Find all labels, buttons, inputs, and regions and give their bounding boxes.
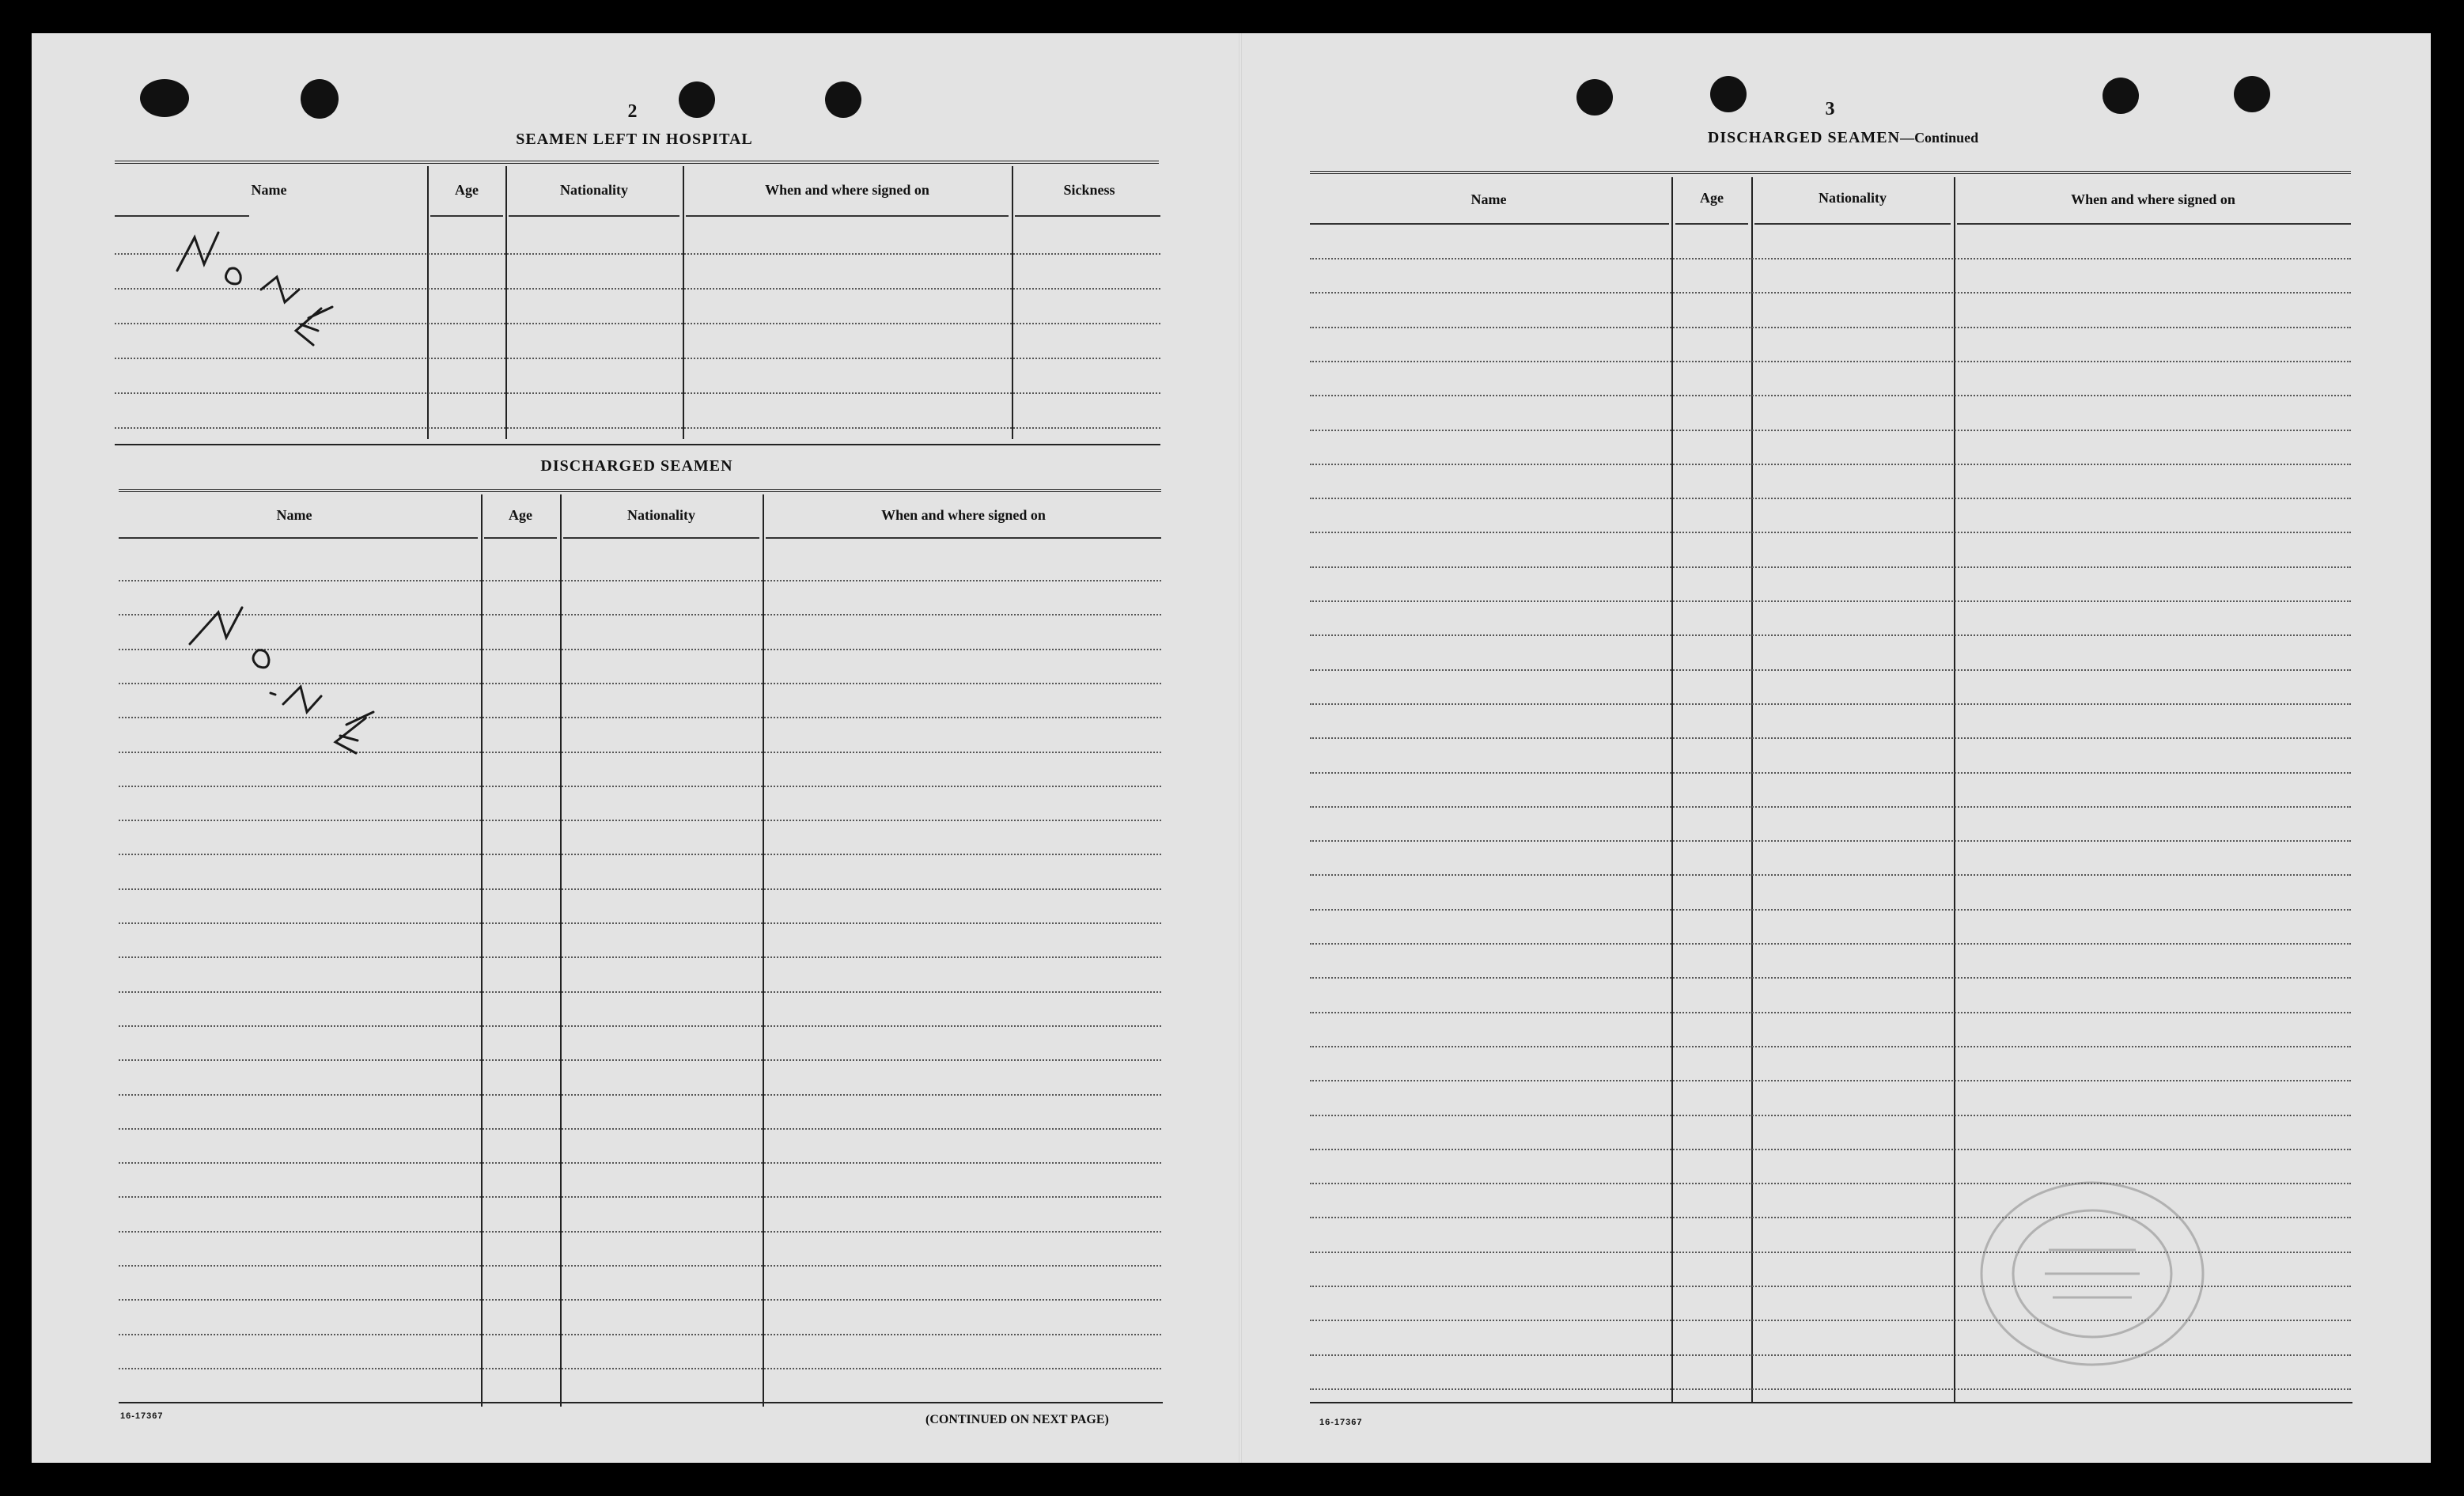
ruled-line — [1310, 600, 2351, 602]
right-section-title-suffix: —Continued — [1900, 130, 1979, 146]
handwritten-none-hospital — [166, 229, 340, 364]
ruled-line — [1310, 977, 2351, 979]
page-number-right: 3 — [1825, 99, 1836, 119]
ruled-line — [1310, 1046, 2351, 1047]
ruled-line — [1310, 1388, 2351, 1390]
column-divider — [427, 166, 429, 439]
ruled-line — [119, 1334, 1161, 1335]
ruled-line — [119, 1299, 1161, 1301]
ruled-line — [1310, 806, 2351, 808]
punch-hole — [825, 81, 861, 118]
page-number-left: 2 — [627, 101, 638, 122]
hospital-bottom-rule — [115, 444, 1160, 445]
form-number-right: 16-17367 — [1319, 1418, 1363, 1427]
right-bottom-rule — [1310, 1402, 2352, 1403]
ruled-line — [119, 1265, 1161, 1267]
ruled-line — [119, 820, 1161, 821]
ruled-line — [1310, 772, 2351, 774]
header-underline — [563, 537, 759, 539]
header-underline — [1957, 223, 2351, 225]
punch-hole — [1710, 76, 1747, 112]
ruled-line — [119, 854, 1161, 855]
ruled-line — [1310, 1012, 2351, 1013]
column-header-nationality: Nationality — [559, 182, 629, 198]
column-divider — [1012, 166, 1013, 439]
faint-stamp — [1962, 1163, 2223, 1384]
ruled-line — [1310, 395, 2351, 396]
discharged-section-title: DISCHARGED SEAMEN — [540, 457, 733, 475]
header-underline — [1675, 223, 1748, 225]
ruled-line — [1310, 258, 2351, 259]
column-header-nationality: Nationality — [626, 507, 696, 523]
ruled-line — [1310, 292, 2351, 294]
ruled-line — [1310, 874, 2351, 876]
column-divider — [481, 494, 483, 1407]
ruled-line — [1310, 361, 2351, 362]
ruled-line — [1310, 737, 2351, 739]
header-underline — [1310, 223, 1669, 225]
punch-hole — [2103, 78, 2139, 114]
column-header-when-where: When and where signed on — [765, 182, 929, 198]
ruled-line — [1310, 1149, 2351, 1150]
ruled-line — [119, 1231, 1161, 1233]
ruled-line — [119, 888, 1161, 890]
punch-hole — [679, 81, 715, 118]
column-header-sickness: Sickness — [1063, 182, 1115, 198]
header-underline — [430, 215, 503, 217]
ruled-line — [119, 922, 1161, 924]
discharged-top-rule — [119, 489, 1161, 492]
column-divider — [560, 494, 562, 1407]
column-header-name: Name — [276, 507, 312, 523]
ruled-line — [115, 392, 1160, 394]
header-underline — [484, 537, 557, 539]
ruled-line — [119, 1196, 1161, 1198]
ruled-line — [1310, 464, 2351, 465]
ruled-line — [1310, 327, 2351, 328]
column-header-age: Age — [455, 182, 479, 198]
punch-hole — [2234, 76, 2270, 112]
column-header-nationality: Nationality — [1818, 190, 1887, 206]
right-top-rule — [1310, 171, 2351, 174]
column-header-age: Age — [509, 507, 532, 523]
ruled-line — [119, 1025, 1161, 1027]
ruled-line — [119, 956, 1161, 958]
left-bottom-rule — [119, 1402, 1163, 1403]
column-header-name: Name — [1470, 191, 1507, 207]
column-divider — [683, 166, 684, 439]
column-header-when-where: When and where signed on — [2071, 191, 2235, 207]
ruled-line — [119, 1059, 1161, 1061]
page-fold — [1239, 33, 1242, 1463]
continued-note: (CONTINUED ON NEXT PAGE) — [925, 1413, 1109, 1426]
right-section-title-main: DISCHARGED SEAMEN — [1707, 129, 1901, 146]
right-section-title — [1708, 129, 1978, 147]
header-underline — [686, 215, 1009, 217]
ruled-line — [119, 991, 1161, 993]
ruled-line — [119, 1094, 1161, 1096]
header-underline — [1015, 215, 1160, 217]
ruled-line — [1310, 1115, 2351, 1116]
column-header-age: Age — [1700, 190, 1724, 206]
header-underline — [509, 215, 679, 217]
ruled-line — [119, 1128, 1161, 1130]
hospital-top-rule — [115, 161, 1159, 164]
punch-hole — [140, 79, 189, 117]
column-divider — [763, 494, 764, 1407]
ruled-line — [1310, 1080, 2351, 1081]
header-underline — [115, 215, 249, 217]
ruled-line — [1310, 909, 2351, 911]
column-header-when-where: When and where signed on — [881, 507, 1046, 523]
ruled-line — [115, 427, 1160, 429]
handwritten-none-discharged — [182, 601, 380, 759]
column-divider — [505, 166, 507, 439]
column-header-name: Name — [251, 182, 287, 198]
header-underline — [766, 537, 1161, 539]
ruled-line — [1310, 532, 2351, 533]
ruled-line — [1310, 498, 2351, 499]
ruled-line — [119, 1368, 1161, 1369]
form-number-left: 16-17367 — [120, 1411, 164, 1421]
ruled-line — [1310, 566, 2351, 568]
ruled-line — [119, 786, 1161, 787]
ruled-line — [119, 1162, 1161, 1164]
hospital-section-title: SEAMEN LEFT IN HOSPITAL — [516, 131, 753, 148]
ruled-line — [1310, 943, 2351, 945]
ruled-line — [119, 580, 1161, 581]
punch-hole — [301, 79, 339, 119]
ruled-line — [1310, 703, 2351, 705]
punch-hole — [1576, 79, 1613, 116]
header-underline — [1754, 223, 1951, 225]
ruled-line — [1310, 669, 2351, 671]
ruled-line — [1310, 634, 2351, 636]
header-underline — [119, 537, 478, 539]
ruled-line — [1310, 430, 2351, 431]
ruled-line — [1310, 840, 2351, 842]
